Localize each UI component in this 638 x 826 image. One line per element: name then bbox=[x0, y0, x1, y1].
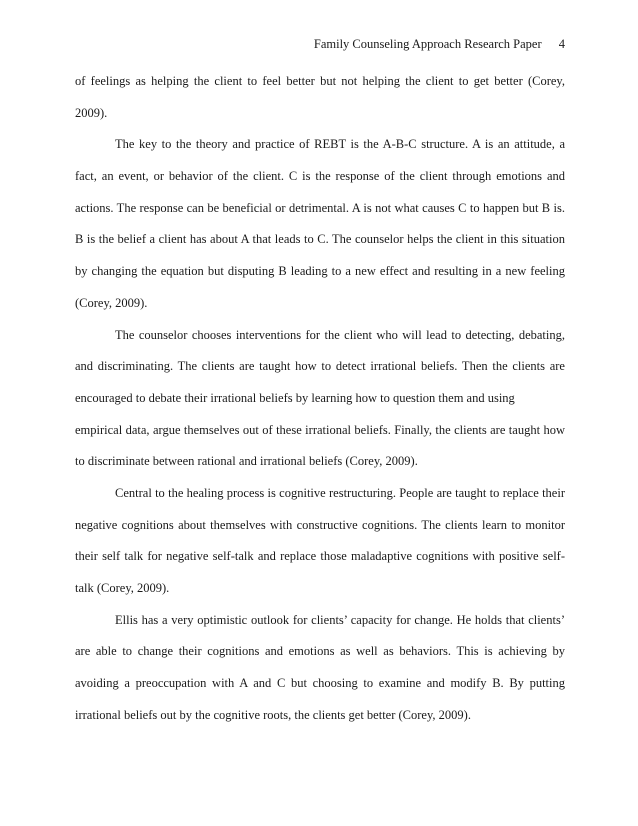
body-text bbox=[75, 66, 565, 731]
text-line: 2009). bbox=[75, 105, 108, 120]
text-line: Central to the healing process is cognitive restructuring. People are taught to replace their bbox=[115, 485, 565, 500]
text-line: negative cognitions about themselves with constructive cognitions. The clients learn to monitor bbox=[75, 517, 565, 532]
text-line: avoiding a preoccupation with A and C but choosing to examine and modify B. By putting bbox=[75, 676, 565, 691]
text-line: are able to change their cognitions and emotions as well as behaviors. This is achieving by bbox=[75, 644, 565, 659]
text-line: encouraged to debate their irrational beliefs by learning how to question them and using bbox=[75, 390, 515, 405]
text-line: The counselor chooses interventions for the client who will lead to detecting, debating, bbox=[115, 327, 565, 342]
running-head bbox=[314, 37, 565, 52]
text-line: by changing the equation but disputing B leading to a new effect and resulting in a new feeling bbox=[75, 264, 565, 279]
text-line: empirical data, argue themselves out of these irrational beliefs. Finally, the clients are taught how bbox=[75, 422, 565, 437]
text-line: Ellis has a very optimistic outlook for clients’ capacity for change. He holds that clients’ bbox=[115, 612, 565, 627]
text-line: their self talk for negative self-talk and replace those maladaptive cognitions with positive self- bbox=[75, 549, 565, 564]
text-line: fact, an event, or behavior of the client. C is the response of the client through emotions and bbox=[75, 169, 565, 184]
text-line: to discriminate between rational and irrational beliefs (Corey, 2009). bbox=[75, 454, 418, 469]
text-line: The key to the theory and practice of REBT is the A-B-C structure. A is an attitude, a bbox=[115, 137, 565, 152]
text-line: irrational beliefs out by the cognitive roots, the clients get better (Corey, 2009). bbox=[75, 707, 471, 722]
page-number: 4 bbox=[558, 37, 565, 51]
text-line: of feelings as helping the client to feel better but not helping the client to get better (Corey, bbox=[75, 74, 565, 88]
text-line: actions. The response can be beneficial or detrimental. A is not what causes C to happen but B is. bbox=[75, 200, 565, 215]
text-line: B is the belief a client has about A that leads to C. The counselor helps the client in this situation bbox=[75, 232, 565, 247]
text-line: and discriminating. The clients are taught how to detect irrational beliefs. Then the clients are bbox=[75, 359, 565, 374]
text-line: talk (Corey, 2009). bbox=[75, 581, 170, 595]
running-head-title: Family Counseling Approach Research Paper bbox=[313, 37, 542, 51]
text-line: (Corey, 2009). bbox=[75, 295, 148, 310]
